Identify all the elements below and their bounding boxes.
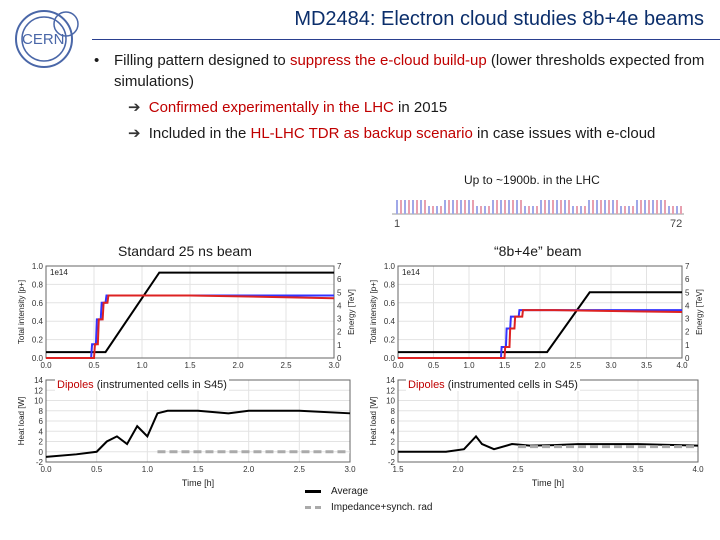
fill-bar (584, 206, 586, 214)
series-line-0 (398, 436, 698, 451)
y-tick-label: 2 (38, 437, 43, 447)
y-tick-label: 0 (390, 447, 395, 457)
fill-bar (604, 200, 606, 214)
fill-bar (552, 200, 554, 214)
y-tick-label: 0.6 (31, 298, 43, 308)
fill-bar (624, 206, 626, 214)
legend-swatch-average (305, 490, 321, 493)
x-tick-label: 1.5 (498, 361, 511, 370)
sub2-post: in case issues with e-cloud (472, 125, 656, 142)
x-tick-label: 0.0 (40, 361, 52, 370)
y-tick-label: 0.4 (31, 317, 43, 327)
arrow-icon: ➔ (128, 125, 141, 142)
y-tick-label: 0.8 (31, 280, 43, 290)
y2-tick-label: 2 (685, 327, 690, 337)
cern-logo (8, 6, 92, 72)
intensity-plot-right (366, 258, 706, 374)
x-tick-label: 2.5 (280, 361, 292, 370)
y-axis-label: Heat load [W] (369, 396, 378, 446)
x-tick-label: 3.0 (572, 465, 584, 474)
fill-bar (664, 200, 666, 214)
arrow-icon: ➔ (128, 99, 141, 116)
fill-bar (428, 206, 430, 214)
fill-bar (564, 200, 566, 214)
fill-bar (592, 200, 594, 214)
x-tick-label: 3.0 (344, 465, 356, 474)
y2-tick-label: 0 (337, 354, 342, 363)
fill-bar (652, 200, 654, 214)
bullet-main (92, 50, 712, 92)
sub1-post: in 2015 (393, 99, 448, 116)
y2-tick-label: 1 (685, 340, 690, 350)
y-tick-label: 0.0 (31, 354, 43, 363)
legend (305, 483, 432, 515)
sub2-pre: Included in the (148, 125, 251, 142)
y-tick-label: 0.6 (383, 298, 395, 308)
fill-bar (524, 206, 526, 214)
right-beam-label: “8b+4e” beam (494, 243, 582, 259)
y-axis-label: Heat load [W] (17, 396, 26, 446)
x-tick-label: 1.5 (184, 361, 196, 370)
logo-text: CERN (22, 31, 65, 48)
y-tick-label: 4 (390, 427, 395, 437)
fill-bar (620, 206, 622, 214)
fill-bar (488, 206, 490, 214)
fill-caption: Up to ~1900b. in the LHC (464, 173, 600, 187)
fill-bar (520, 200, 522, 214)
fill-bar (568, 200, 570, 214)
fill-bar (608, 200, 610, 214)
fill-bar (396, 200, 398, 214)
x-tick-label: 0.5 (91, 465, 103, 474)
y-tick-label: 0.0 (383, 354, 395, 363)
y-tick-label: 14 (34, 376, 43, 385)
fill-bar (540, 200, 542, 214)
fill-bar (400, 200, 402, 214)
fill-bar (456, 200, 458, 214)
fill-bar (516, 200, 518, 214)
y2-tick-label: 3 (337, 314, 342, 324)
fill-bar (536, 206, 538, 214)
y-tick-label: 12 (386, 386, 395, 396)
slide-title: MD2484: Electron cloud studies 8b+4e beams (294, 8, 704, 30)
x-tick-label: 1.5 (392, 465, 404, 474)
y2-tick-label: 1 (337, 340, 342, 350)
x-tick-label: 1.0 (136, 361, 148, 370)
x-tick-label: 2.0 (243, 465, 255, 474)
fill-bar (544, 200, 546, 214)
y-tick-label: 0 (38, 447, 43, 457)
legend-swatch-impedance (305, 506, 321, 509)
fill-bar (448, 200, 450, 214)
x-tick-label: 4.0 (676, 361, 688, 370)
fill-bar (556, 200, 558, 214)
fill-bar (644, 200, 646, 214)
fill-bar (548, 200, 550, 214)
y2-tick-label: 3 (685, 314, 690, 324)
intensity-plot-left (14, 258, 358, 374)
y2-tick-label: 7 (337, 262, 342, 271)
y2-tick-label: 6 (685, 275, 690, 285)
y-tick-label: 8 (390, 406, 395, 416)
fill-bar (680, 206, 682, 214)
sub-bullet-confirmed (92, 97, 712, 118)
y-tick-label: 1.0 (383, 262, 395, 271)
fill-bar (476, 206, 478, 214)
x-tick-label: 0.0 (392, 361, 404, 370)
x-axis-label: Time [h] (531, 478, 565, 488)
fill-bar (500, 200, 502, 214)
x-tick-label: 2.0 (452, 465, 464, 474)
fill-bar (480, 206, 482, 214)
bullet-dot: • (94, 52, 100, 69)
x-tick-label: 2.0 (232, 361, 244, 370)
fill-bar (408, 200, 410, 214)
dipoles-label-right (406, 379, 580, 391)
fill-bar (648, 200, 650, 214)
filling-pattern-plot (390, 190, 686, 230)
title-rule (92, 39, 720, 40)
sub-bullet-hllhc (92, 123, 712, 144)
x-tick-label: 0.0 (40, 465, 52, 474)
y-tick-label: 2 (390, 437, 395, 447)
x-tick-label: 3.0 (328, 361, 340, 370)
y2-tick-label: 5 (685, 288, 690, 298)
legend-item-average (305, 483, 432, 499)
sub1-highlight: Confirmed experimentally in the LHC (148, 99, 394, 116)
x-tick-label: 2.5 (293, 465, 305, 474)
fill-bar (576, 206, 578, 214)
fill-bar (600, 200, 602, 214)
y-tick-label: 4 (38, 427, 43, 437)
y-tick-label: 0.4 (383, 317, 395, 327)
fill-bar (492, 200, 494, 214)
y-tick-label: 10 (34, 396, 43, 406)
x-tick-label: 2.0 (534, 361, 546, 370)
fill-bar (528, 206, 530, 214)
legend-label-average: Average (331, 485, 369, 497)
fill-bar (512, 200, 514, 214)
y-tick-label: 0.2 (383, 335, 395, 345)
y-tick-label: 10 (386, 396, 395, 406)
fill-bar (440, 206, 442, 214)
x-tick-label: 1.0 (141, 465, 153, 474)
fill-end-label: 72 (670, 218, 683, 230)
fill-start-label: 1 (394, 218, 401, 230)
fill-bar (496, 200, 498, 214)
fill-bar (572, 206, 574, 214)
fill-bar (628, 206, 630, 214)
fill-bar (532, 206, 534, 214)
y2-tick-label: 4 (337, 301, 342, 311)
exponent-label: 1e14 (402, 268, 420, 277)
bullet-main-pre: Filling pattern designed to (114, 52, 290, 69)
y-tick-label: 12 (34, 386, 43, 396)
y2-tick-label: 6 (337, 275, 342, 285)
x-tick-label: 0.5 (88, 361, 100, 370)
x-tick-label: 3.0 (605, 361, 617, 370)
fill-bar (596, 200, 598, 214)
x-tick-label: 0.5 (427, 361, 440, 370)
x-tick-label: 3.5 (640, 361, 653, 370)
x-tick-label: 3.5 (632, 465, 644, 474)
legend-label-impedance: Impedance+synch. rad (331, 501, 433, 513)
fill-bar (484, 206, 486, 214)
y-tick-label: 8 (38, 406, 43, 416)
fill-bar (452, 200, 454, 214)
fill-bar (656, 200, 658, 214)
x-tick-label: 2.5 (512, 465, 524, 474)
y-tick-label: -2 (387, 458, 395, 467)
dipoles-rest: (instrumented cells in S45) (93, 379, 227, 391)
y2-axis-label: Energy [TeV] (695, 289, 704, 335)
y-tick-label: 0.2 (31, 335, 43, 345)
fill-bar (636, 200, 638, 214)
fill-bar (560, 200, 562, 214)
bullet-main-highlight: suppress the e-cloud build-up (289, 52, 487, 69)
fill-bar (508, 200, 510, 214)
sub2-highlight: HL-LHC TDR as backup scenario (250, 125, 473, 142)
dipoles-word: Dipoles (408, 379, 445, 391)
fill-bar (460, 200, 462, 214)
fill-bar (660, 200, 662, 214)
y2-tick-label: 5 (337, 288, 342, 298)
x-axis-label: Time [h] (181, 478, 215, 488)
y-tick-label: 6 (38, 417, 43, 426)
fill-bar (612, 200, 614, 214)
x-tick-label: 2.5 (569, 361, 582, 370)
fill-bar (412, 200, 414, 214)
fill-bar (436, 206, 438, 214)
dipoles-word: Dipoles (57, 379, 94, 391)
fill-bar (640, 200, 642, 214)
x-tick-label: 1.5 (192, 465, 204, 474)
y2-tick-label: 4 (685, 301, 690, 311)
y2-tick-label: 2 (337, 327, 342, 337)
fill-bar (616, 200, 618, 214)
fill-bar (588, 200, 590, 214)
dipoles-rest: (instrumented cells in S45) (444, 379, 578, 391)
x-tick-label: 4.0 (692, 465, 704, 474)
fill-bar (404, 200, 406, 214)
dipoles-label-left (55, 379, 229, 391)
y-tick-label: 1.0 (31, 262, 43, 271)
y-tick-label: 6 (390, 417, 395, 426)
x-tick-label: 1.0 (463, 361, 475, 370)
fill-bar (632, 206, 634, 214)
fill-bar (676, 206, 678, 214)
fill-bar (420, 200, 422, 214)
y-axis-label: Total intensity [p+] (17, 279, 26, 345)
y2-tick-label: 0 (685, 354, 690, 363)
fill-bar (424, 200, 426, 214)
y-tick-label: 0.8 (383, 280, 395, 290)
fill-bar (672, 206, 674, 214)
left-beam-label: Standard 25 ns beam (118, 243, 252, 259)
fill-bar (472, 200, 474, 214)
fill-bar (416, 200, 418, 214)
fill-bar (464, 200, 466, 214)
y2-tick-label: 7 (685, 262, 690, 271)
exponent-label: 1e14 (50, 268, 68, 277)
legend-item-impedance (305, 499, 432, 515)
fill-bar (504, 200, 506, 214)
fill-bar (580, 206, 582, 214)
fill-bar (668, 206, 670, 214)
y-tick-label: 14 (386, 376, 395, 385)
y2-axis-label: Energy [TeV] (347, 289, 356, 335)
fill-bar (444, 200, 446, 214)
fill-bar (432, 206, 434, 214)
bullet-list (92, 50, 712, 144)
bullet-main-post: (lower thresholds expected from simulations) (114, 52, 705, 90)
fill-bar (468, 200, 470, 214)
y-tick-label: -2 (35, 458, 43, 467)
y-axis-label: Total intensity [p+] (369, 279, 378, 345)
